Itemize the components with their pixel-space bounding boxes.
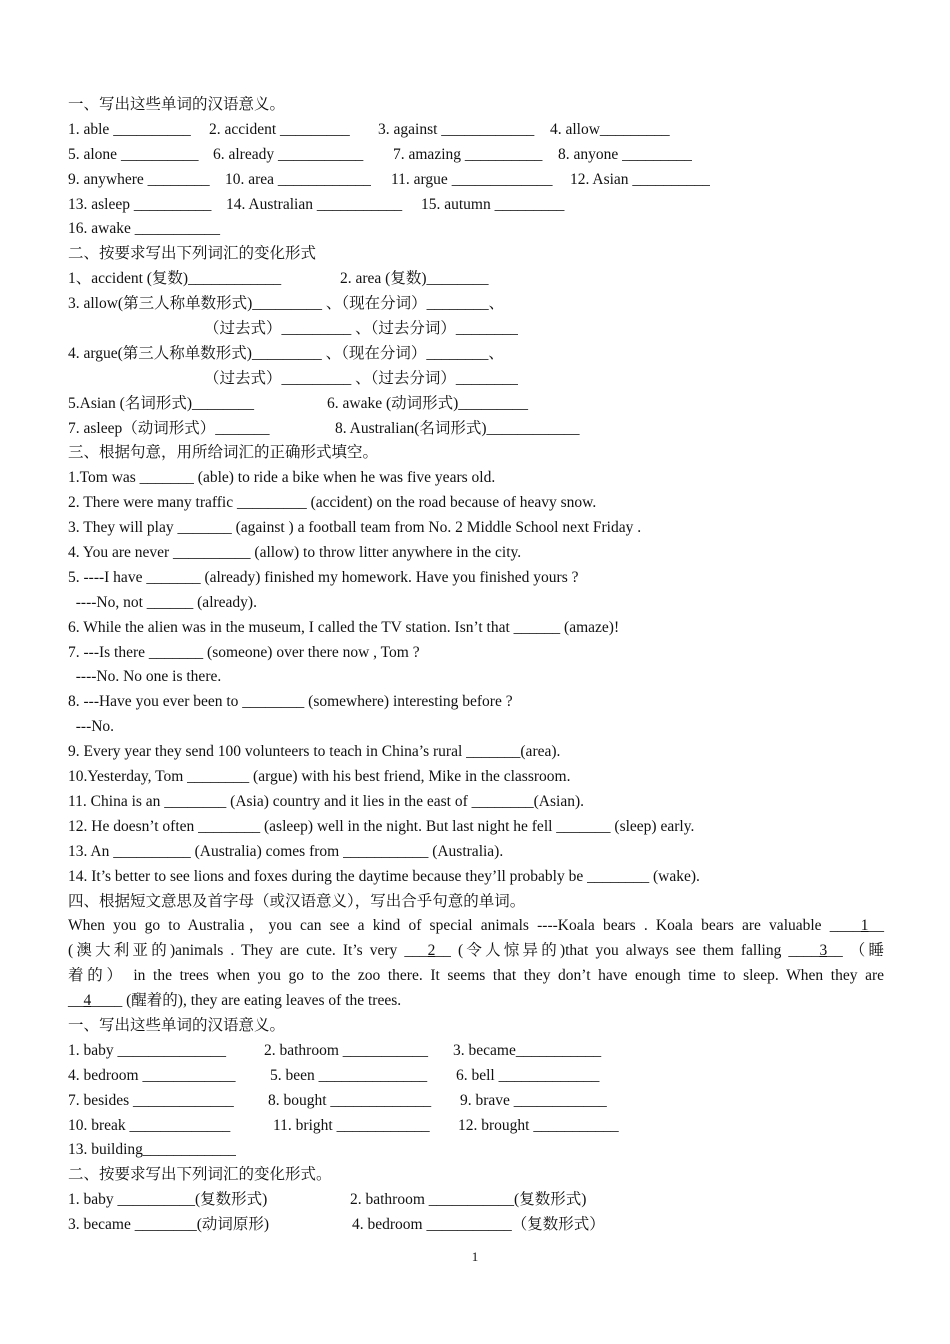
section-2-row: [68, 367, 884, 392]
section-2-row: [68, 317, 884, 342]
sentence-line: 7. ---Is there _______ (someone) over there now , Tom ?: [68, 643, 420, 661]
vocab-item: 13. building____________: [68, 1141, 236, 1159]
section-2-row: [68, 392, 884, 417]
blank-number: 3: [819, 942, 828, 960]
section-5-row: [68, 1089, 884, 1114]
vocab-item: 8. anyone _________: [558, 145, 692, 163]
blank-number: 1: [860, 917, 869, 935]
form-item: 8. Australian(名词形式)____________: [335, 419, 580, 437]
sentence-line: 13. An __________ (Australia) comes from ___________ (Australia).: [68, 842, 504, 860]
vocab-item: 12. brought ___________: [458, 1116, 619, 1134]
passage-line: (澳大利亚的)animals . They are cute. It’s very ___2__ (令人惊异的)that you always see them falling ____3__ （睡: [68, 942, 884, 960]
blank-number: 2: [427, 942, 436, 960]
vocab-item: 5. alone __________: [68, 145, 199, 163]
sentence-line: 12. He doesn’t often ________ (asleep) well in the night. But last night he fell _______ (sleep) early.: [68, 817, 695, 835]
section-1-row: [68, 168, 884, 193]
vocab-item: 1. able __________: [68, 120, 191, 138]
section-6-heading: 二、按要求写出下列词汇的变化形式。: [68, 1166, 332, 1184]
sentence-line: 5. ----I have _______ (already) finished my homework. Have you finished yours ?: [68, 568, 579, 586]
form-item: 2. bathroom ___________(复数形式): [350, 1191, 587, 1209]
vocab-item: 10. break _____________: [68, 1116, 231, 1134]
section-5-heading: 一、写出这些单词的汉语意义。: [68, 1016, 286, 1034]
form-item: 3. became ________(动词原形): [68, 1216, 270, 1234]
vocab-item: 1. baby ______________: [68, 1041, 227, 1059]
section-2-row: [68, 292, 884, 317]
vocab-item: 6. bell _____________: [456, 1066, 600, 1084]
blank-number: 4: [83, 992, 92, 1010]
vocab-item: 4. allow_________: [550, 120, 670, 138]
form-item: 4. bedroom ___________（复数形式）: [352, 1216, 605, 1234]
passage-line: __4____ (醒着的), they are eating leaves of the trees.: [68, 992, 402, 1010]
sentence-line: 14. It’s better to see lions and foxes during the daytime because they’ll probably be ________ (wake).: [68, 867, 700, 885]
section-2-heading: 二、按要求写出下列词汇的变化形式: [68, 245, 317, 263]
sentence-line: 8. ---Have you ever been to ________ (somewhere) interesting before ?: [68, 693, 513, 711]
page-number: 1: [471, 1249, 479, 1264]
passage-line: 着的） in the trees when you go to the zoo there. It seems that they don’t have enough time to sleep. When they are: [68, 967, 884, 985]
vocab-item: 4. bedroom ____________: [68, 1066, 236, 1084]
vocab-item: 11. bright ____________: [273, 1116, 430, 1134]
sentence-line: ----No. No one is there.: [68, 668, 222, 686]
section-1-row: [68, 143, 884, 168]
vocab-item: 2. bathroom ___________: [264, 1041, 429, 1059]
sentence-line: 11. China is an ________ (Asia) country and it lies in the east of ________(Asian).: [68, 792, 585, 810]
section-1-row: [68, 217, 884, 242]
sentence-line: ---No.: [68, 718, 115, 736]
section-1-heading: 一、写出这些单词的汉语意义。: [68, 96, 286, 113]
vocab-item: 14. Australian ___________: [226, 195, 403, 213]
form-item: 1、accident (复数)____________: [68, 270, 282, 288]
form-item: 1. baby __________(复数形式): [68, 1191, 268, 1209]
vocab-item: 12. Asian __________: [570, 170, 710, 188]
vocab-item: 16. awake ___________: [68, 220, 220, 238]
section-2-row: [68, 417, 884, 442]
section-4-heading: 四、根据短文意思及首字母（或汉语意义），写出合乎句意的单词。: [68, 892, 526, 910]
vocab-item: 8. bought _____________: [268, 1091, 432, 1109]
section-1-row: [68, 193, 884, 218]
sentence-line: 6. While the alien was in the museum, I called the TV station. Isn’t that ______ (amaze)!: [68, 618, 620, 636]
sentence-line: ----No, not ______ (already).: [68, 593, 257, 611]
form-item: 5.Asian (名词形式)________: [68, 394, 254, 412]
vocab-item: 7. besides _____________: [68, 1091, 234, 1109]
section-5-row: [68, 1039, 884, 1064]
section-6-row: [68, 1188, 884, 1213]
worksheet: [68, 93, 884, 1238]
section-1-row: [68, 118, 884, 143]
vocab-item: 7. amazing __________: [393, 145, 543, 163]
vocab-item: 6. already ___________: [213, 145, 364, 163]
vocab-item: 3. became___________: [453, 1041, 602, 1059]
vocab-item: 5. been ______________: [270, 1066, 428, 1084]
section-5-row: [68, 1064, 884, 1089]
sentence-line: 4. You are never __________ (allow) to throw litter anywhere in the city.: [68, 544, 522, 562]
vocab-item: 2. accident _________: [209, 120, 350, 138]
form-item: （过去式）_________ 、（过去分词）________: [204, 369, 518, 387]
section-2-row: [68, 342, 884, 367]
form-item: 4. argue(第三人称单数形式)_________ 、（现在分词）________、: [68, 344, 504, 362]
passage-line: When you go to Australia，you can see a kind of special animals ----Koala bears . Koala bears are valuable ____1__: [68, 917, 884, 935]
sentence-line: 9. Every year they send 100 volunteers to teach in China’s rural _______(area).: [68, 743, 561, 761]
vocab-item: 3. against ____________: [378, 120, 535, 138]
sentence-line: 3. They will play _______ (against ) a football team from No. 2 Middle School next Friday .: [68, 519, 642, 537]
vocab-item: 9. anywhere ________: [68, 170, 210, 188]
vocab-item: 15. autumn _________: [421, 195, 565, 213]
form-item: 7. asleep（动词形式）_______: [68, 419, 270, 437]
form-item: （过去式）_________ 、（过去分词）________: [204, 320, 518, 338]
form-item: 2. area (复数)________: [340, 270, 489, 288]
vocab-item: 13. asleep __________: [68, 195, 212, 213]
section-6-row: [68, 1213, 884, 1238]
vocab-item: 9. brave ____________: [460, 1091, 607, 1109]
section-2-row: [68, 267, 884, 292]
sentence-line: 10.Yesterday, Tom ________ (argue) with his best friend, Mike in the classroom.: [68, 768, 571, 786]
vocab-item: 10. area ____________: [225, 170, 371, 188]
section-5-row: [68, 1138, 884, 1163]
sentence-line: 2. There were many traffic _________ (accident) on the road because of heavy snow.: [68, 494, 597, 512]
form-item: 3. allow(第三人称单数形式)_________ 、（现在分词）________、: [68, 295, 505, 313]
section-3-heading: 三、根据句意，用所给词汇的正确形式填空。: [68, 444, 379, 462]
vocab-item: 11. argue _____________: [391, 170, 553, 188]
form-item: 6. awake (动词形式)_________: [327, 394, 529, 412]
sentence-line: 1.Tom was _______ (able) to ride a bike when he was five years old.: [68, 469, 496, 487]
section-5-row: [68, 1114, 884, 1139]
